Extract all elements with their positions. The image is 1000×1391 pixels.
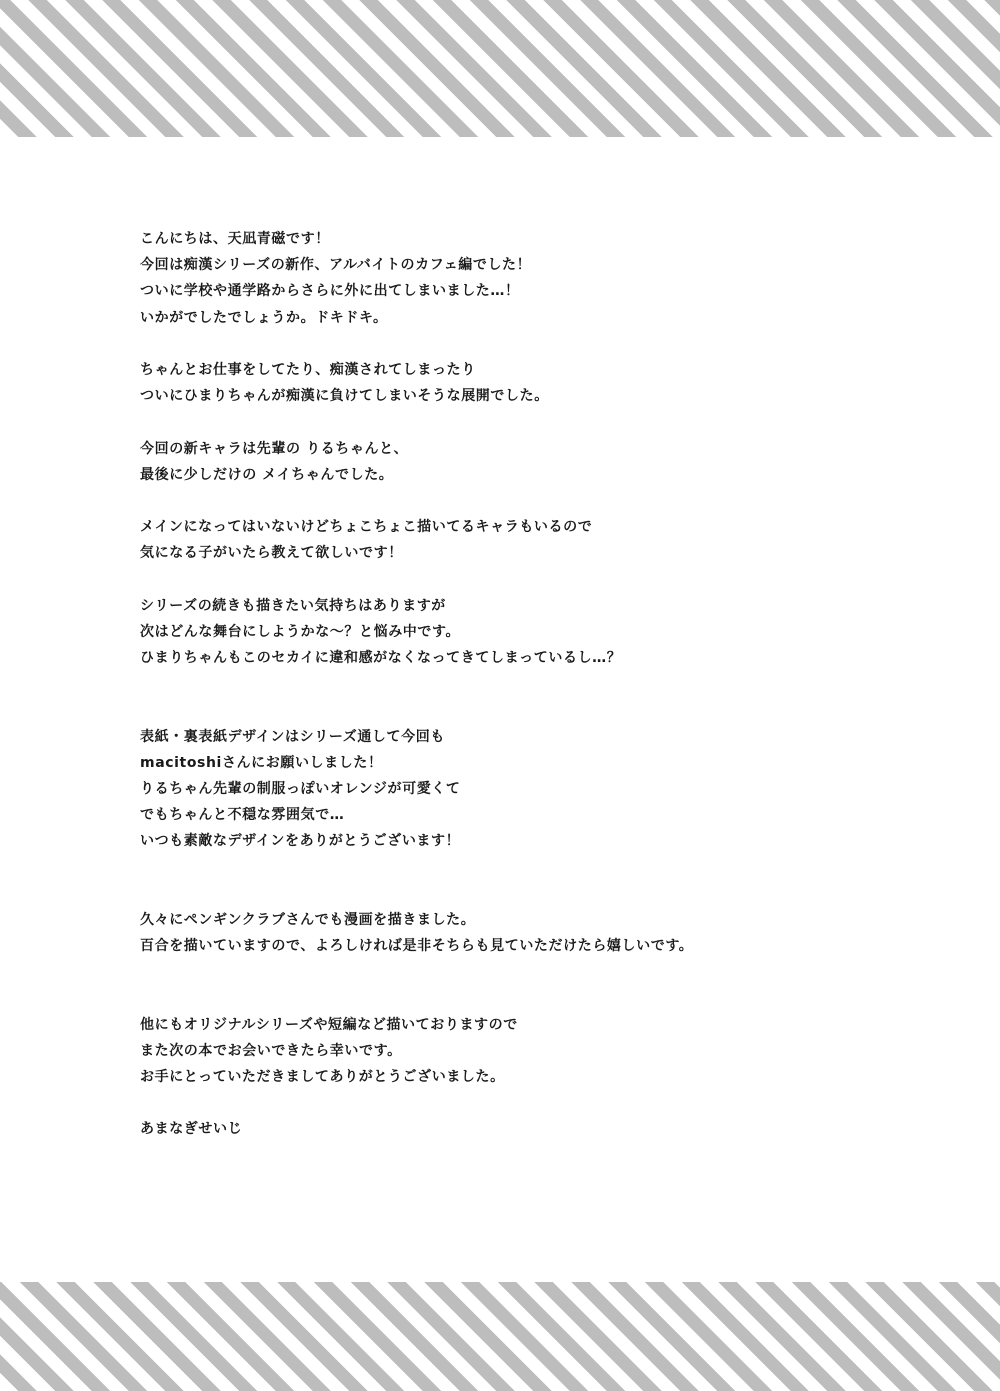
text-line: また次の本でお会いできたら幸いです。 bbox=[140, 1042, 402, 1059]
text-line: ついにひまりちゃんが痴漢に負けてしまいそうな展開でした。 bbox=[140, 388, 549, 405]
text-line: お手にとっていただきましてありがとうございました。 bbox=[140, 1069, 505, 1086]
top-stripe-band bbox=[0, 0, 1000, 137]
text-line: メインになってはいないけどちょこちょこ描いてるキャラもいるので bbox=[140, 519, 593, 536]
text-line: ちゃんとお仕事をしてたり、痴漢されてしまったり bbox=[140, 361, 476, 378]
text-line: 今回の新キャラは先輩の りるちゃんと、 bbox=[140, 440, 409, 457]
text-line: 次はどんな舞台にしようかな～？と悩み中です。 bbox=[140, 623, 461, 640]
text-line: いかがでしたでしょうか。ドキドキ。 bbox=[140, 309, 388, 326]
text-line: でもちゃんと不穏な雰囲気で… bbox=[140, 807, 345, 824]
text-line: いつも素敵なデザインをありがとうございます！ bbox=[140, 833, 461, 850]
author-signature: あまなぎせいじ bbox=[140, 1121, 243, 1138]
text-line: macitoshiさんにお願いしました！ bbox=[140, 754, 383, 771]
afterword-text bbox=[140, 226, 960, 1143]
text-line: 久々にペンギンクラブさんでも漫画を描きました。 bbox=[140, 911, 476, 928]
text-line: 百合を描いていますので、よろしければ是非そちらも見ていただけたら嬉しいです。 bbox=[140, 938, 694, 955]
text-line: 最後に少しだけの メイちゃんでした。 bbox=[140, 466, 394, 483]
text-line: こんにちは、天凪青磁です！ bbox=[140, 231, 330, 247]
text-line: りるちゃん先輩の制服っぽいオレンジが可愛くて bbox=[140, 780, 461, 797]
text-line: 今回は痴漢シリーズの新作、アルバイトのカフェ編でした！ bbox=[140, 257, 532, 274]
text-line: 気になる子がいたら教えて欲しいです！ bbox=[140, 545, 403, 562]
bottom-stripe-band bbox=[0, 1282, 1000, 1391]
text-line: シリーズの続きも描きたい気持ちはありますが bbox=[140, 597, 446, 614]
text-line: 表紙・裏表紙デザインはシリーズ通して今回も bbox=[140, 728, 445, 745]
text-line: 他にもオリジナルシリーズや短編など描いておりますので bbox=[140, 1016, 518, 1033]
text-line: ついに学校や通学路からさらに外に出てしまいました…！ bbox=[140, 283, 520, 300]
text-line: ひまりちゃんもこのセカイに違和感がなくなってきてしまっているし…？ bbox=[140, 650, 622, 666]
